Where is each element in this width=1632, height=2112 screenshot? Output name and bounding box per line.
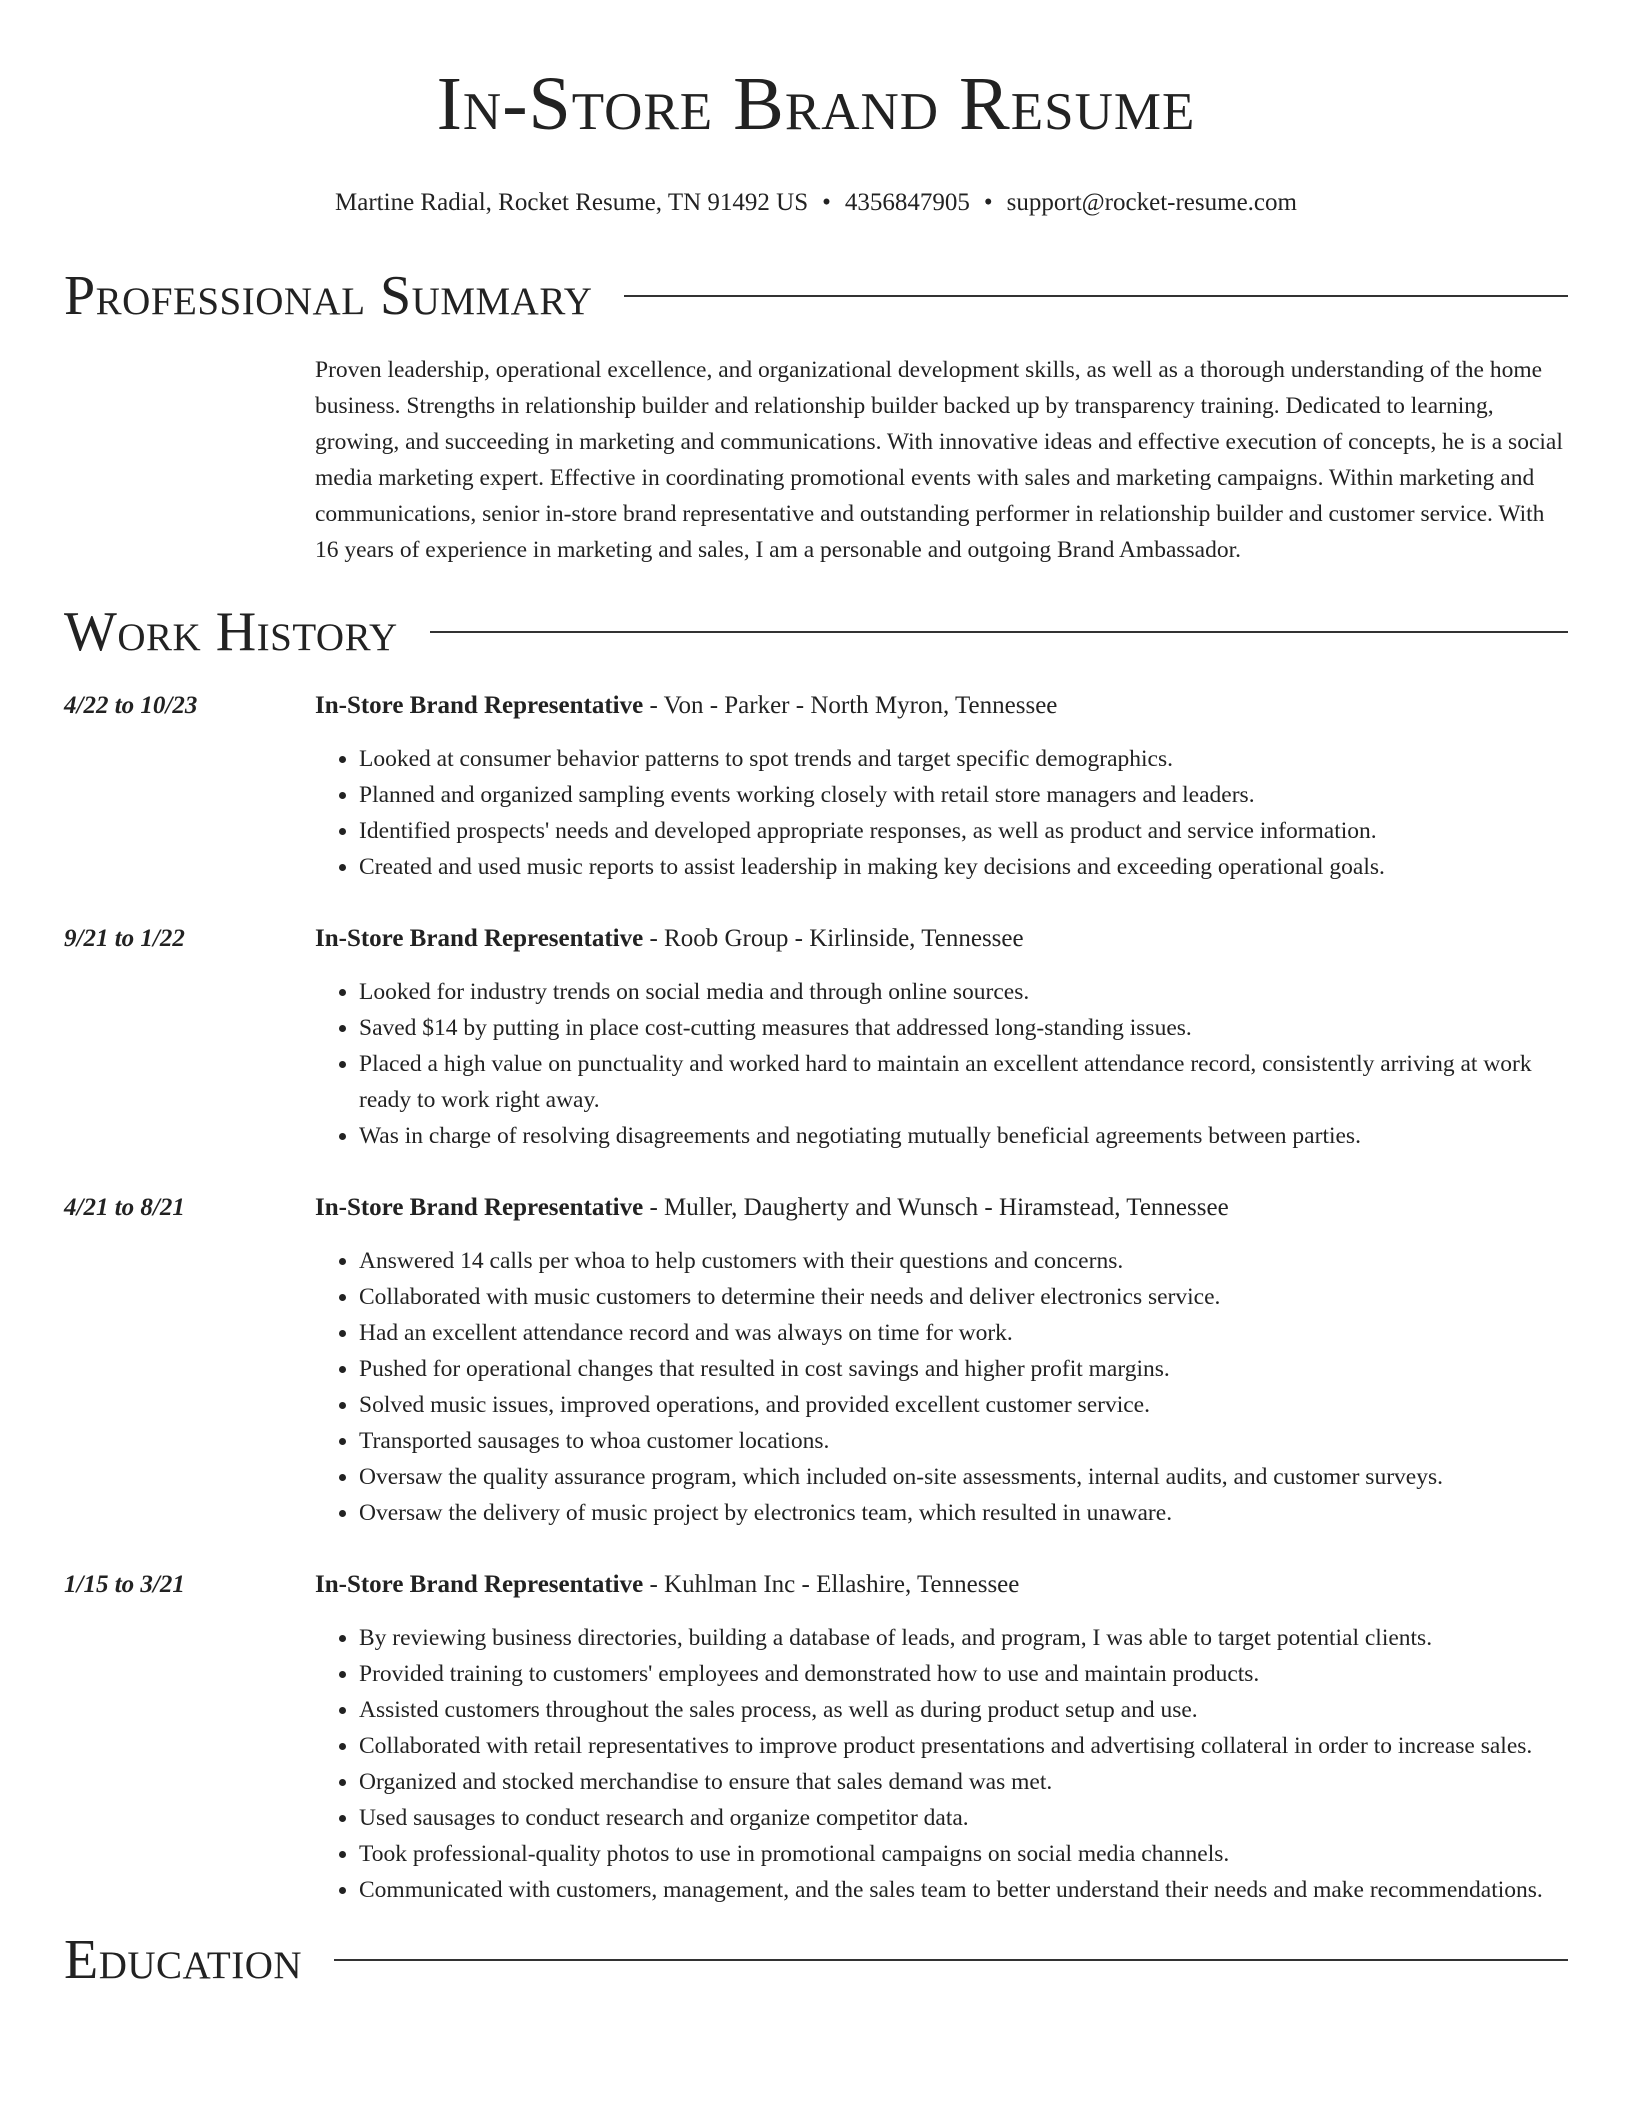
job-role: In-Store Brand Representative: [315, 925, 644, 952]
job-bullet: • Communicated with customers, management, and the sales team to better understand their needs and make recommendations.: [359, 1872, 1568, 1908]
job-body: [315, 1190, 1568, 1531]
job-bullet: • Solved music issues, improved operations, and provided excellent customer service.: [359, 1387, 1568, 1423]
job-role: In-Store Brand Representative: [315, 1571, 644, 1598]
job-bullet: • Planned and organized sampling events working closely with retail store managers and leaders.: [359, 777, 1568, 813]
work-section-header: [64, 602, 1568, 662]
job-bullet: • By reviewing business directories, building a database of leads, and program, I was able to target potential clients.: [359, 1620, 1568, 1656]
contact-email[interactable]: support@rocket-resume.com: [1006, 189, 1297, 216]
job-bullet: • Answered 14 calls per whoa to help customers with their questions and concerns.: [359, 1243, 1568, 1279]
job-body: [315, 921, 1568, 1154]
job-title-line: [315, 921, 1568, 957]
job-bullet: • Organized and stocked merchandise to ensure that sales demand was met.: [359, 1764, 1568, 1800]
job-entry: [64, 1567, 1568, 1908]
work-heading: Work History: [64, 601, 398, 663]
education-heading: Education: [64, 1929, 303, 1991]
job-bullet: • Collaborated with retail representatives to improve product presentations and advertising collateral in order to increase sales.: [359, 1728, 1568, 1764]
section-divider: [624, 295, 1568, 297]
job-dates: 4/22 to 10/23: [64, 692, 198, 719]
job-bullet-list: [315, 974, 1568, 1154]
contact-line: [64, 188, 1568, 218]
job-bullet: • Created and used music reports to assist leadership in making key decisions and exceeding operational goals.: [359, 849, 1568, 885]
job-list: [64, 688, 1568, 1908]
contact-separator: •: [822, 189, 831, 216]
job-bullet: • Saved $14 by putting in place cost-cutting measures that addressed long-standing issues.: [359, 1010, 1568, 1046]
job-title-line: [315, 688, 1568, 724]
job-bullet: • Was in charge of resolving disagreements and negotiating mutually beneficial agreements between parties.: [359, 1118, 1568, 1154]
job-role: In-Store Brand Representative: [315, 1194, 644, 1221]
job-bullet: • Pushed for operational changes that resulted in cost savings and higher profit margins.: [359, 1351, 1568, 1387]
summary-text: Proven leadership, operational excellence, and organizational development skills, as well as a thorough understanding of the home business. Strengths in relationship builder and relationship builder backed up by transparency training. Dedicated to learning, growing, and succeeding in marketing and communications. With innovative ideas and effective execution of concepts, he is a social media marketing expert. Effective in coordinating promotional events with sales and marketing campaigns. Within marketing and communications, senior in-store brand representative and outstanding performer in relationship builder and customer service. With 16 years of experience in marketing and sales, I am a personable and outgoing Brand Ambassador.: [315, 357, 1563, 563]
summary-heading: Professional Summary: [64, 265, 593, 327]
job-bullet: • Placed a high value on punctuality and worked hard to maintain an excellent attendance record, consistently arriving at work ready to work right away.: [359, 1046, 1568, 1118]
contact-phone: 4356847905: [844, 189, 970, 216]
job-bullet-list: [315, 1243, 1568, 1531]
job-body: [315, 1567, 1568, 1908]
job-employer-location: - Kuhlman Inc - Ellashire, Tennessee: [643, 1571, 1020, 1598]
job-employer-location: - Roob Group - Kirlinside, Tennessee: [643, 925, 1024, 952]
job-employer-location: - Von - Parker - North Myron, Tennessee: [643, 692, 1058, 719]
job-bullet: • Had an excellent attendance record and was always on time for work.: [359, 1315, 1568, 1351]
job-bullet: • Looked at consumer behavior patterns to spot trends and target specific demographics.: [359, 741, 1568, 777]
job-entry: [64, 921, 1568, 1154]
job-bullet-list: [315, 741, 1568, 885]
job-dates: 9/21 to 1/22: [64, 925, 185, 952]
job-dates: 4/21 to 8/21: [64, 1194, 185, 1221]
job-body: [315, 688, 1568, 885]
job-title-line: [315, 1567, 1568, 1603]
summary-section-header: [64, 266, 1568, 326]
section-divider: [334, 1959, 1568, 1961]
job-bullet: • Identified prospects' needs and developed appropriate responses, as well as product and service information.: [359, 813, 1568, 849]
job-entry: [64, 688, 1568, 885]
job-bullet: • Collaborated with music customers to determine their needs and deliver electronics service.: [359, 1279, 1568, 1315]
job-employer-location: - Muller, Daugherty and Wunsch - Hiramstead, Tennessee: [643, 1194, 1229, 1221]
job-bullet: • Oversaw the delivery of music project by electronics team, which resulted in unaware.: [359, 1495, 1568, 1531]
contact-separator: •: [983, 189, 993, 216]
job-role: In-Store Brand Representative: [315, 692, 644, 719]
resume-title: In-Store Brand Resume: [436, 62, 1196, 146]
job-bullet: • Looked for industry trends on social media and through online sources.: [359, 974, 1568, 1010]
job-bullet: • Used sausages to conduct research and organize competitor data.: [359, 1800, 1568, 1836]
job-title-line: [315, 1190, 1568, 1226]
job-bullet: • Oversaw the quality assurance program, which included on-site assessments, internal audits, and customer surveys.: [359, 1459, 1568, 1495]
job-entry: [64, 1190, 1568, 1531]
job-bullet: • Assisted customers throughout the sales process, as well as during product setup and use.: [359, 1692, 1568, 1728]
job-bullet: • Provided training to customers' employees and demonstrated how to use and maintain products.: [359, 1656, 1568, 1692]
job-bullet: • Transported sausages to whoa customer locations.: [359, 1423, 1568, 1459]
education-section-header: [64, 1930, 1568, 1990]
job-bullet: • Took professional-quality photos to use in promotional campaigns on social media channels.: [359, 1836, 1568, 1872]
job-dates: 1/15 to 3/21: [64, 1571, 185, 1598]
contact-address: Martine Radial, Rocket Resume, TN 91492 US: [335, 189, 809, 216]
job-bullet-list: [315, 1620, 1568, 1908]
section-divider: [430, 631, 1568, 633]
